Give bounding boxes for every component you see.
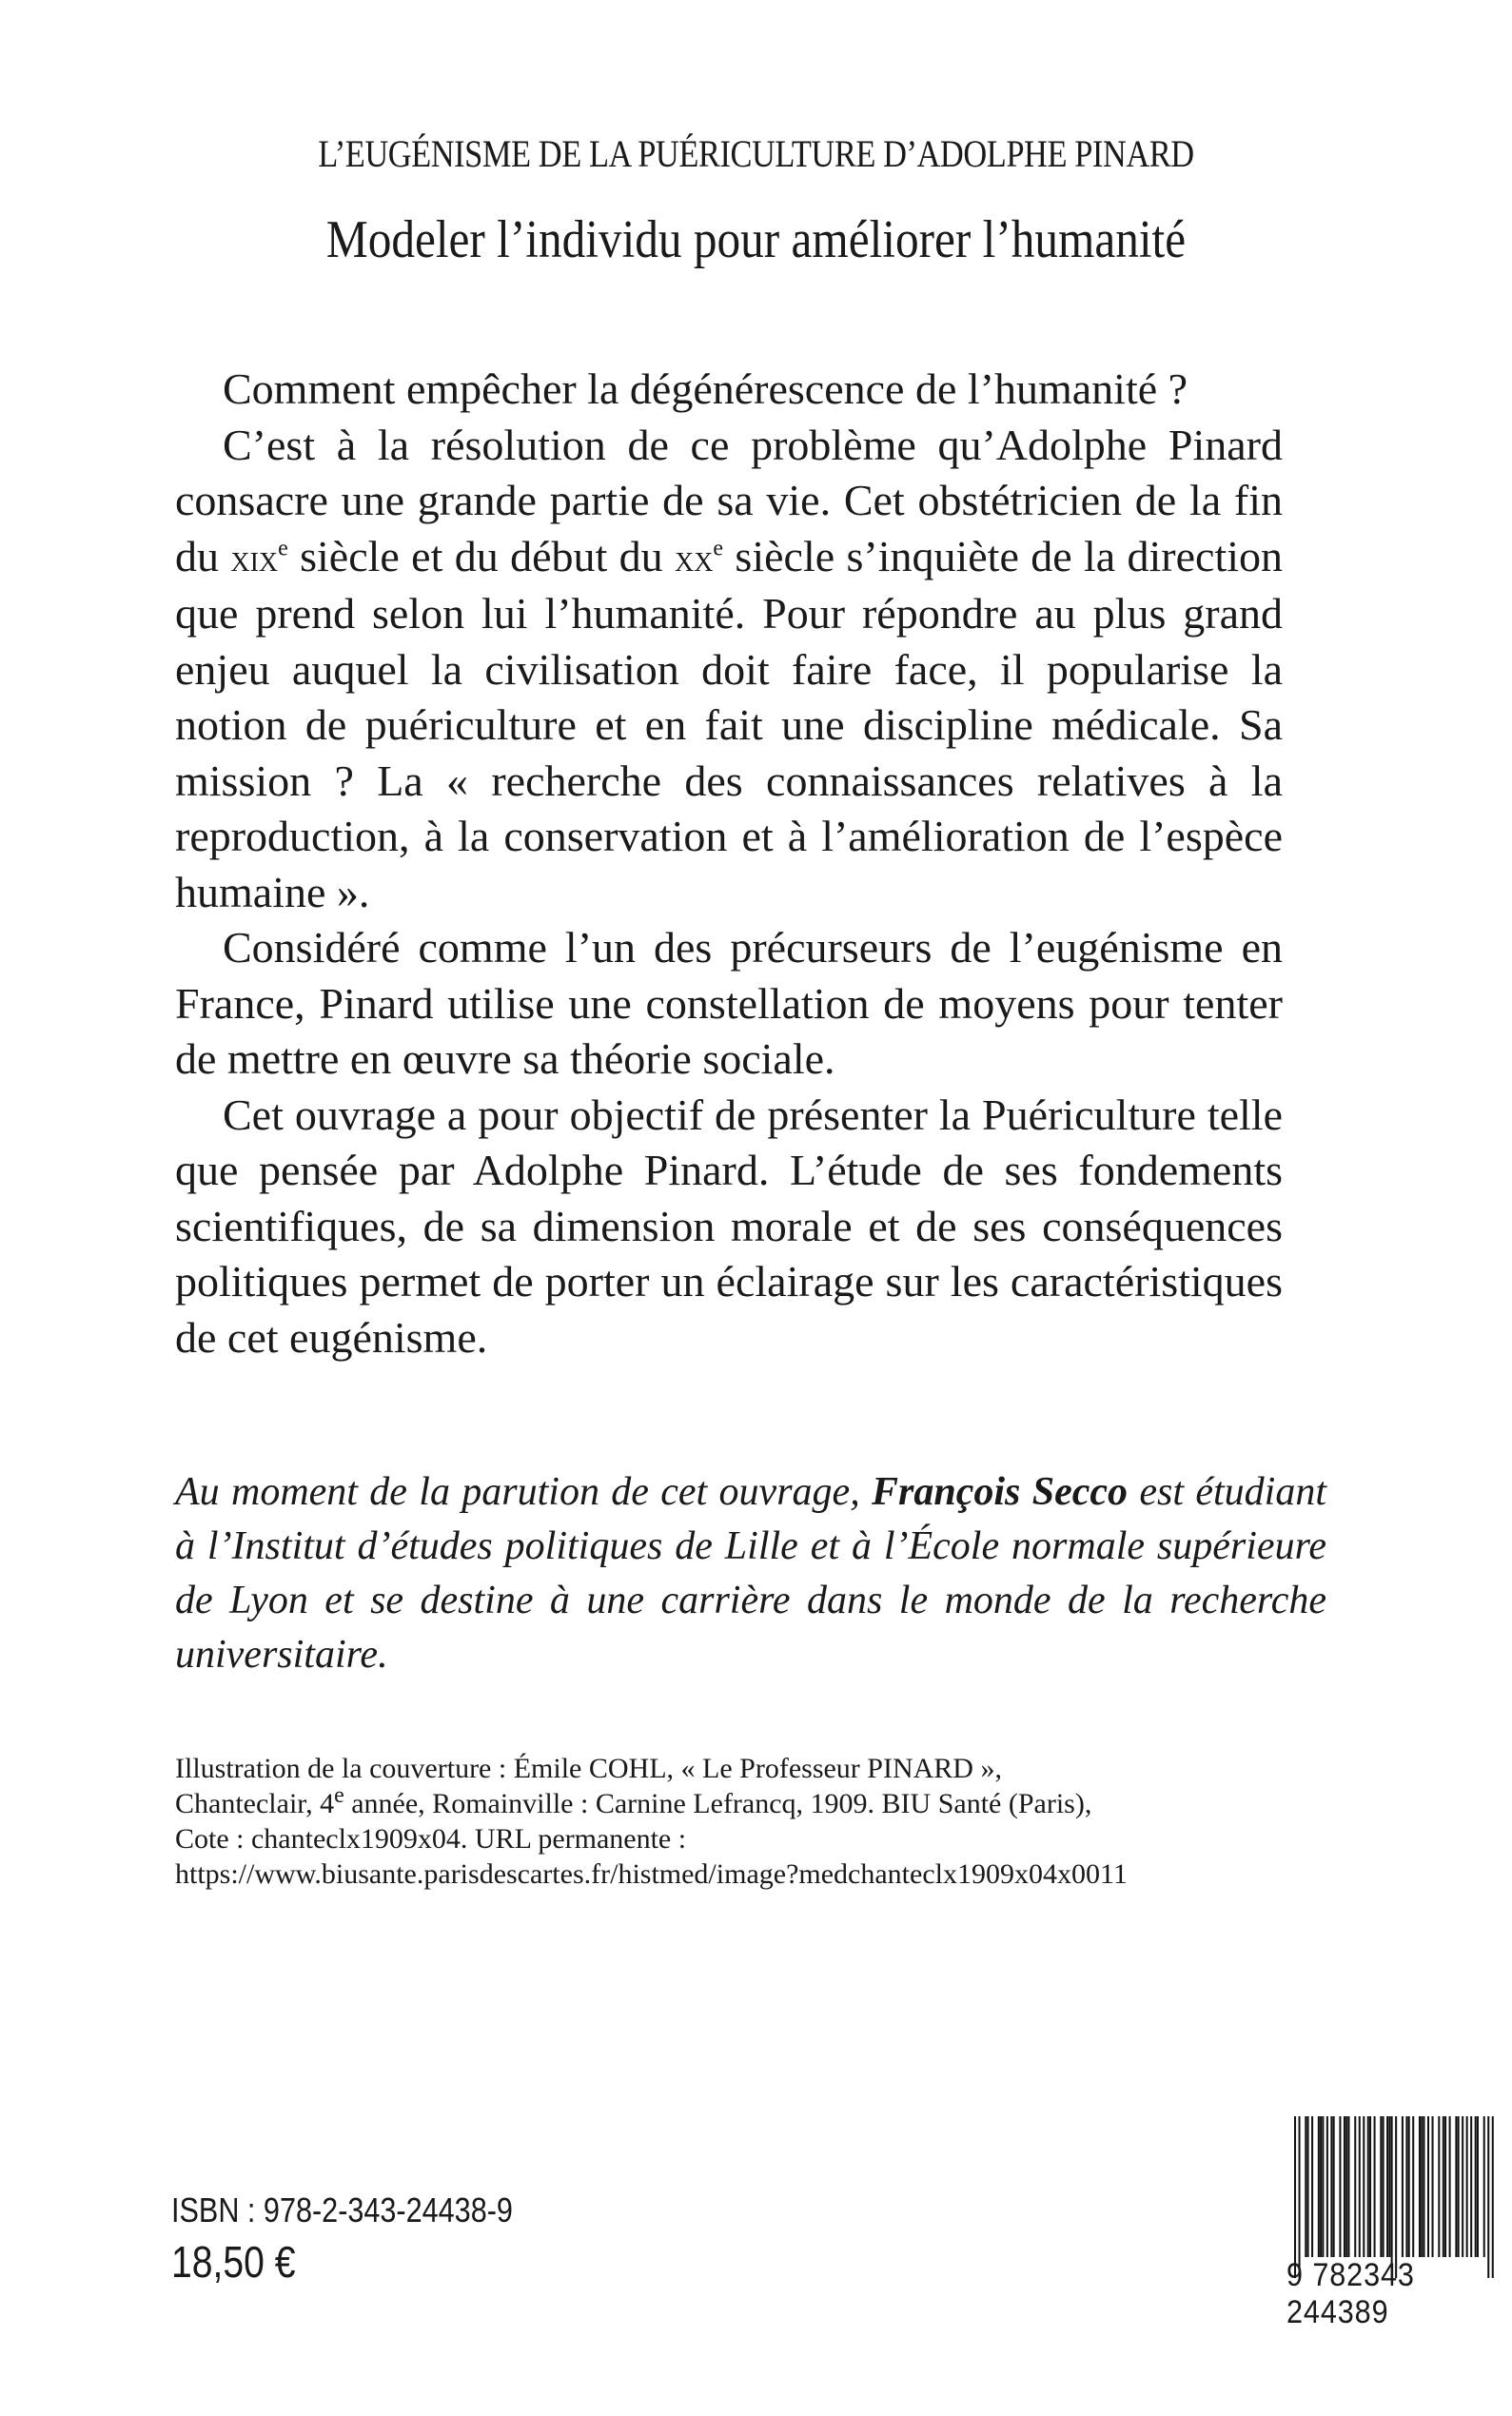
- barcode-bar: [1307, 2116, 1309, 2257]
- barcode-bar: [1405, 2116, 1407, 2257]
- barcode-bar: [1402, 2116, 1404, 2257]
- barcode-bar: [1432, 2116, 1434, 2257]
- superscript: e: [713, 536, 724, 561]
- barcode-bar: [1326, 2116, 1328, 2257]
- barcode-bar: [1299, 2116, 1301, 2278]
- author-bio: [175, 1465, 1326, 1682]
- barcode-bar: [1367, 2116, 1369, 2257]
- barcode-bar: [1391, 2116, 1393, 2278]
- superscript: e: [334, 1783, 344, 1808]
- price: 18,50 €: [171, 2237, 296, 2287]
- barcode-bar: [1477, 2116, 1479, 2257]
- barcode-bar: [1383, 2116, 1384, 2257]
- credit-line: [175, 1783, 1374, 1821]
- text: Chanteclair, 4: [175, 1788, 335, 1819]
- barcode-bar: [1363, 2116, 1365, 2257]
- blurb-paragraph: Cet ouvrage a pour objectif de présenter la Puériculture telle que pensée par Adolphe Pinard. L’étude de ses fondements scientifiques, de sa dimension morale et de ses conséquences politiques permet de porter un éclairage sur les caractéristiques de cet eugénisme.: [175, 1090, 1283, 1362]
- barcode-bar: [1444, 2116, 1446, 2257]
- barcode-bar: [1427, 2116, 1429, 2257]
- barcode-bar: [1318, 2116, 1320, 2257]
- blurb: [175, 362, 1283, 1365]
- barcode-bar: [1344, 2116, 1345, 2257]
- barcode-bar: [1333, 2116, 1335, 2257]
- text: est étudiant à l’Institut d’études politiques de Lille et à l’École normale supérieure de Lyon et se destine à une carrière dans le monde de la recherche universitaire.: [175, 1470, 1327, 1677]
- barcode-bar: [1408, 2116, 1410, 2257]
- barcode-bar: [1380, 2116, 1382, 2257]
- century-numeral: xx: [674, 536, 714, 579]
- barcode-bar: [1320, 2116, 1322, 2257]
- barcode-bar: [1347, 2116, 1349, 2257]
- superscript: e: [278, 536, 288, 561]
- isbn: ISBN : 978-2-343-24438-9: [171, 2190, 513, 2229]
- series-title: L’EUGÉNISME DE LA PUÉRICULTURE D’ADOLPHE PINARD: [318, 132, 1194, 175]
- barcode-bar: [1330, 2116, 1332, 2257]
- illustration-credits: [175, 1751, 1374, 1892]
- barcode-bar: [1423, 2116, 1424, 2257]
- text: siècle et du début du: [287, 531, 675, 580]
- barcode-bar: [1475, 2116, 1477, 2257]
- text: C’est à la résolution de ce problème qu’Adolphe Pinard consacre une grande partie de sa vie. Cet obstétricien de la fin du: [175, 420, 1283, 580]
- barcode-bar: [1458, 2116, 1460, 2257]
- barcode-bar: [1354, 2116, 1356, 2257]
- barcode-bar: [1466, 2116, 1468, 2257]
- barcode-bar: [1419, 2116, 1421, 2257]
- barcode-bar: [1412, 2116, 1414, 2257]
- blurb-paragraph: [175, 418, 1283, 921]
- author-name: François Secco: [872, 1470, 1129, 1514]
- text: siècle s’inquiète de la direction que prend selon lui l’humanité. Pour répondre au plus grand enjeu auquel la civilisation doit faire face, il popularise la notion de puériculture et en fait une discipline médicale. Sa mission ? La « recherche des connaissances relatives à la reproduction, à la conservation et à l’amélioration de l’espèce humaine ».: [175, 531, 1284, 916]
- barcode: [1294, 2116, 1494, 2278]
- barcode-bar: [1339, 2116, 1341, 2257]
- barcode-bar: [1305, 2116, 1306, 2257]
- barcode-bar: [1369, 2116, 1371, 2257]
- blurb-paragraph: Considéré comme l’un des précurseurs de l’eugénisme en France, Pinard utilise une constellation de moyens pour tenter de mettre en œuvre sa théorie sociale.: [175, 923, 1283, 1083]
- barcode-bar: [1386, 2116, 1388, 2257]
- barcode-bar: [1492, 2116, 1494, 2278]
- barcode-bar: [1443, 2116, 1444, 2257]
- barcode-bar: [1470, 2116, 1472, 2257]
- barcode-bar: [1455, 2116, 1457, 2257]
- barcode-bar: [1395, 2116, 1397, 2278]
- barcode-bar: [1487, 2116, 1489, 2278]
- century-numeral: xix: [230, 536, 279, 579]
- barcode-bar: [1462, 2116, 1463, 2257]
- barcode-bar: [1322, 2116, 1324, 2257]
- barcode-bar: [1374, 2116, 1376, 2257]
- text: Au moment de la parution de cet ouvrage,: [175, 1470, 873, 1514]
- barcode-bar: [1294, 2116, 1296, 2278]
- barcode-bar: [1449, 2116, 1451, 2257]
- blurb-paragraph: Comment empêcher la dégénérescence de l’humanité ?: [223, 364, 1188, 413]
- text: année, Romainville : Carnine Lefrancq, 1909. BIU Santé (Paris),: [344, 1788, 1092, 1819]
- barcode-digits: 9 782343 244389: [1286, 2257, 1415, 2330]
- barcode-bar: [1438, 2116, 1440, 2257]
- barcode-bar: [1359, 2116, 1361, 2257]
- barcode-bar: [1345, 2116, 1347, 2257]
- subtitle: Modeler l’individu pour améliorer l’humanité: [325, 210, 1187, 269]
- credit-line: Illustration de la couverture : Émile COHL, « Le Professeur PINARD »,: [175, 1753, 1002, 1784]
- barcode-bar: [1421, 2116, 1423, 2257]
- barcode-bar: [1388, 2116, 1390, 2257]
- barcode-bar: [1311, 2116, 1313, 2257]
- credit-url: https://www.biusante.parisdescartes.fr/histmed/image?medchanteclx1909x04x0011: [175, 1858, 1128, 1890]
- barcode-bar: [1483, 2116, 1485, 2257]
- credit-line: Cote : chanteclx1909x04. URL permanente :: [175, 1823, 687, 1855]
